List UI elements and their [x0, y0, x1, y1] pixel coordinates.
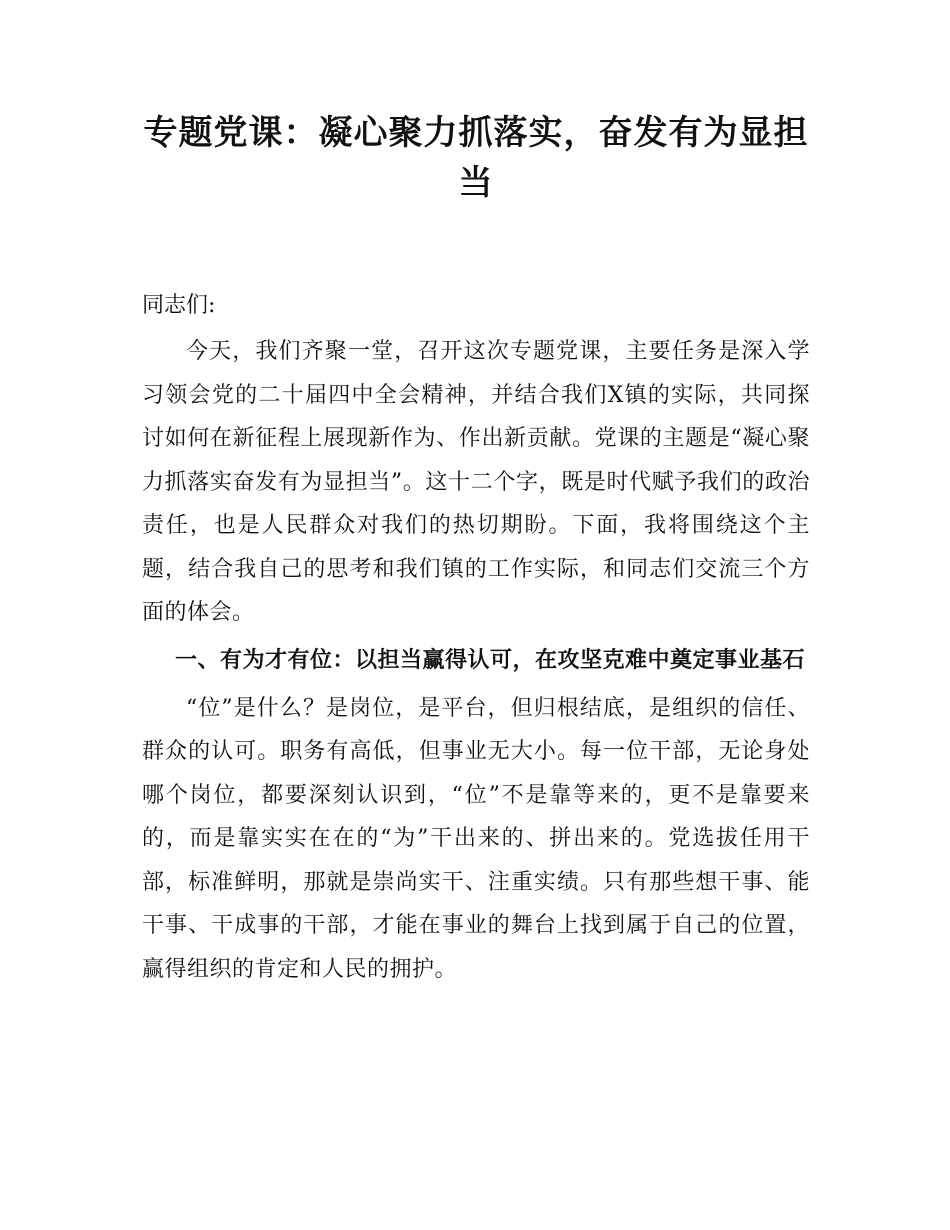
- salutation: 同志们:: [142, 293, 216, 318]
- intro-paragraph: 今天，我们齐聚一堂，召开这次专题党课，主要任务是深入学习领会党的二十届四中全会精神，并结合我们X镇的实际，共同探讨如何在新征程上展现新作为、作出新贡献。党课的主题是“凝心聚力抓落实奋发有为显担当”。这十二个字，既是时代赋予我们的政治责任，也是人民群众对我们的热切期盼。下面，我将围绕这个主题，结合我自己的思考和我们镇的工作实际，和同志们交流三个方面的体会。: [142, 339, 810, 625]
- section-1-paragraph: “位”是什么？是岗位，是平台，但归根结底，是组织的信任、群众的认可。职务有高低，但事业无大小。每一位干部，无论身处哪个岗位，都要深刻认识到，“位”不是靠等来的，更不是靠要来的，而是靠实实在在的“为”干出来的、拼出来的。党选拔任用干部，标准鲜明，那就是崇尚实干、注重实绩。只有那些想干事、能干事、干成事的干部，才能在事业的舞台上找到属于自己的位置，赢得组织的肯定和人民的拥护。: [142, 695, 810, 982]
- document-title: 专题党课：凝心聚力抓落实，奋发有为显担当: [143, 113, 809, 203]
- document-page: [142, 108, 810, 991]
- section-1-heading: 一、有为才有位：以担当赢得认可，在攻坚克难中奠定事业基石: [175, 647, 806, 673]
